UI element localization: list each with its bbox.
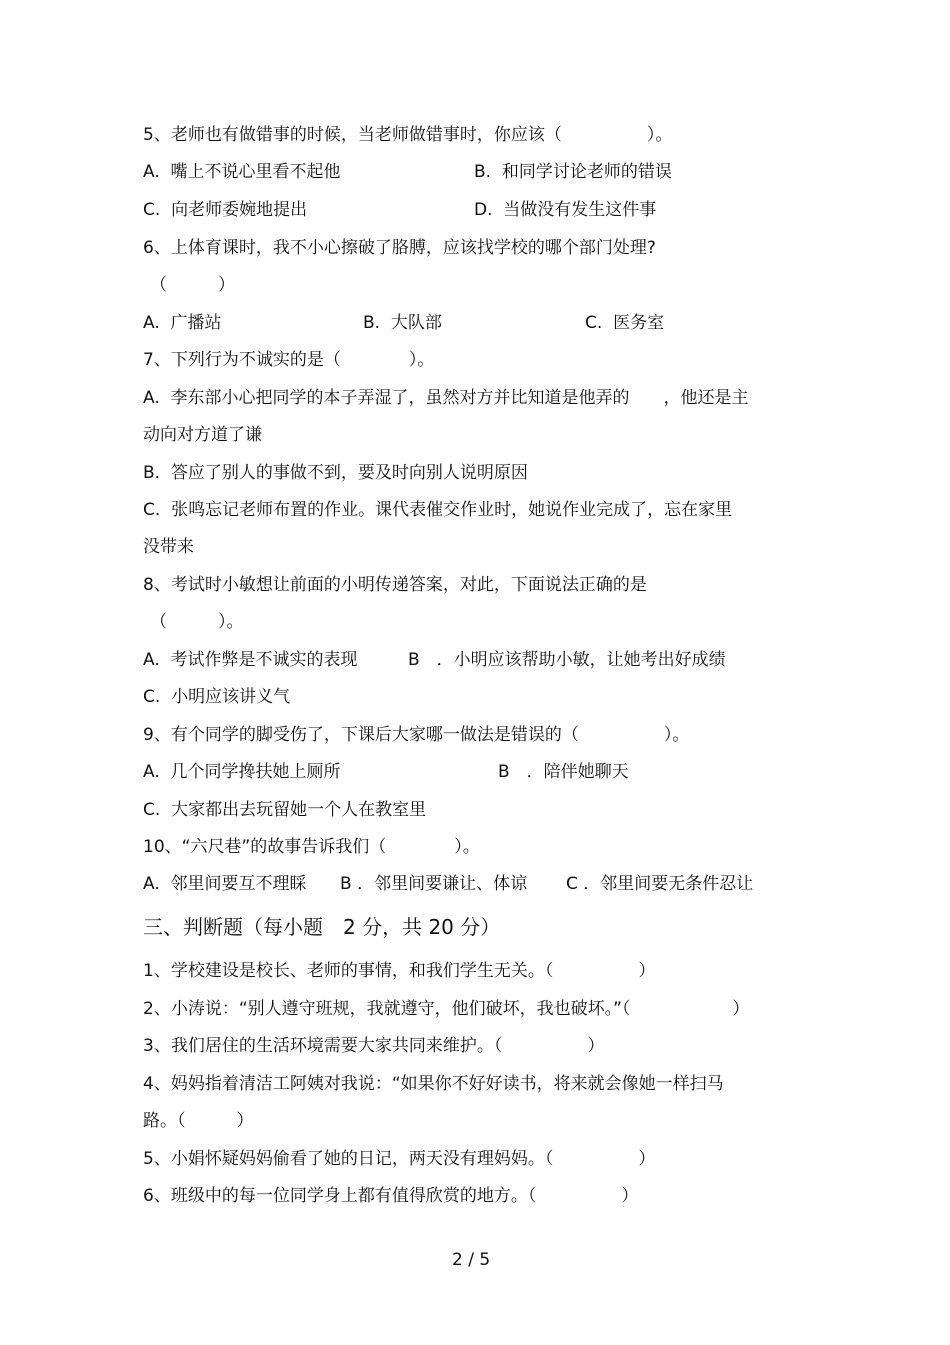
q5-stem: 5、老师也有做错事的时候，当老师做错事时，你应该（ ）。 (143, 125, 673, 145)
q7-option-c-line2: 没带来 (143, 537, 194, 557)
q9-stem: 9、有个同学的脚受伤了，下课后大家哪一做法是错误的（ ）。 (143, 725, 690, 745)
judge-item-6: 6、班级中的每一位同学身上都有值得欣赏的地方。（ ） (143, 1186, 639, 1206)
judge-item-5: 5、小娟怀疑妈妈偷看了她的日记，两天没有理妈妈。（ ） (143, 1149, 656, 1169)
judge-item-4-line2: 路。（ ） (143, 1111, 254, 1131)
q9-option-c: C. 大家都出去玩留她一个人在教室里 (143, 800, 427, 820)
page-number: 2 / 5 (452, 1250, 491, 1270)
q7-option-c-line1: C. 张鸣忘记老师布置的作业。课代表催交作业时，她说作业完成了，忘在家里 (143, 500, 733, 520)
q9-option-a: A. 几个同学搀扶她上厕所 (143, 762, 341, 782)
q6-option-a: A. 广播站 (143, 313, 222, 333)
q5-option-b: B. 和同学讨论老师的错误 (474, 162, 672, 182)
q7-option-a-line1: A. 李东部小心把同学的本子弄湿了，虽然对方并比知道是他弄的 ，他还是主 (143, 388, 749, 408)
q7-option-a-line2: 动向对方道了谦 (143, 425, 262, 445)
judge-item-3: 3、我们居住的生活环境需要大家共同来维护。（ ） (143, 1036, 605, 1056)
q10-option-a: A. 邻里间要互不理睬 (143, 874, 307, 894)
q8-stem: 8、考试时小敏想让前面的小明传递答案，对此，下面说法正确的是 (143, 575, 647, 595)
q8-option-c: C. 小明应该讲义气 (143, 687, 291, 707)
q6-option-b: B. 大队部 (363, 313, 442, 333)
q5-option-c: C. 向老师委婉地提出 (143, 200, 308, 220)
section-heading: 三、判断题（每小题 2 分，共 20 分） (143, 915, 501, 939)
q10-stem: 10、“六尺巷”的故事告诉我们（ ）。 (143, 837, 480, 857)
judge-item-1: 1、学校建设是校长、老师的事情，和我们学生无关。（ ） (143, 961, 656, 981)
q5-option-a: A. 嘴上不说心里看不起他 (143, 162, 341, 182)
q8-option-b: B ．小明应该帮助小敏，让她考出好成绩 (408, 650, 726, 670)
q6-paren: （ ） (150, 275, 235, 295)
q10-option-c: C ．邻里间要无条件忍让 (566, 874, 754, 894)
judge-item-2: 2、小涛说：“别人遵守班规，我就遵守，他们破坏，我也破坏。”（ ） (143, 999, 750, 1019)
q10-option-b: B ．邻里间要谦让、体谅 (340, 874, 528, 894)
judge-item-4-line1: 4、妈妈指着清洁工阿姨对我说：“如果你不好好读书，将来就会像她一样扫马 (143, 1074, 724, 1094)
q6-stem: 6、上体育课时，我不小心擦破了胳膊，应该找学校的哪个部门处理? (143, 238, 656, 258)
q8-option-a: A. 考试作弊是不诚实的表现 (143, 650, 358, 670)
q9-option-b: B ．陪伴她聊天 (498, 762, 629, 782)
q5-option-d: D. 当做没有发生这件事 (474, 200, 657, 220)
q6-option-c: C. 医务室 (585, 313, 665, 333)
q7-stem: 7、下列行为不诚实的是（ ）。 (143, 350, 435, 370)
q8-paren: （ ）。 (150, 612, 244, 632)
q7-option-b: B. 答应了别人的事做不到，要及时向别人说明原因 (143, 463, 528, 483)
